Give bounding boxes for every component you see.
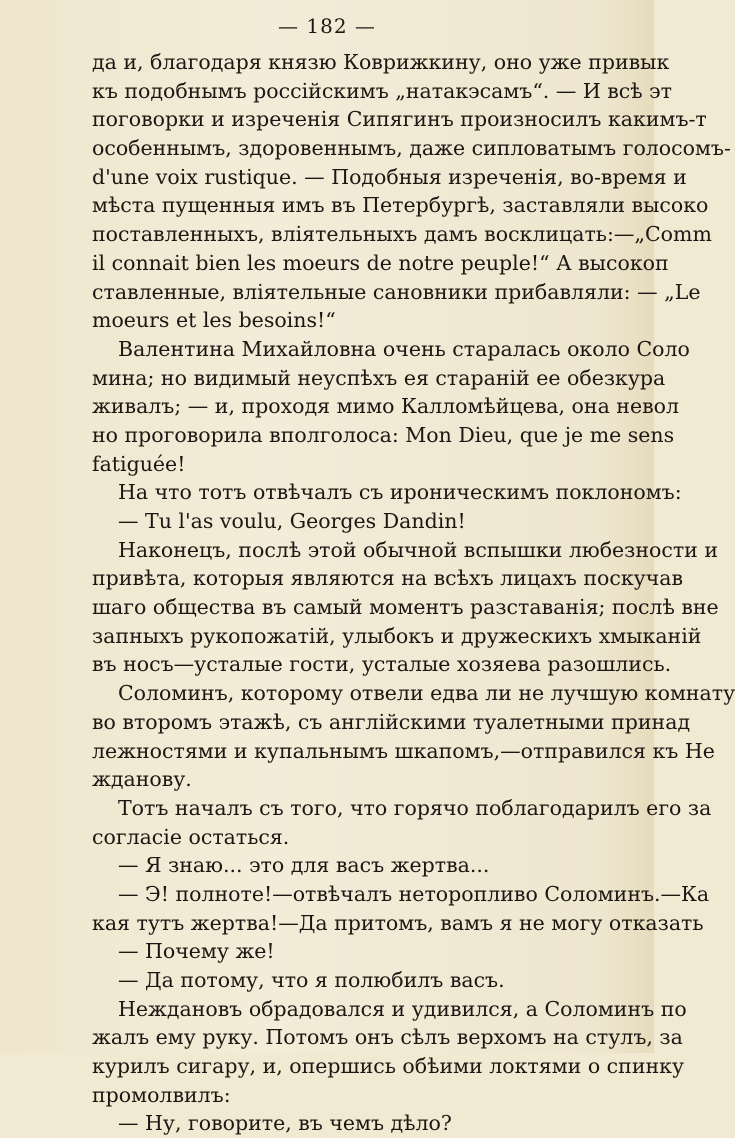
text-line: Неждановъ обрадовался и удивился, а Соломинъ по: [118, 996, 687, 1021]
text-line: согласіе остаться.: [92, 824, 290, 849]
text-line: На что тотъ отвѣчалъ съ ироническимъ поклономъ:: [118, 480, 682, 505]
text-line: il connait bien les moeurs de notre peuple!“ А высокоп: [92, 250, 669, 275]
text-line: ставленные, вліятельные сановники прибавляли: — „Le: [92, 279, 701, 304]
text-line: привѣта, которыя являются на всѣхъ лицахъ поскучав: [92, 566, 684, 591]
text-line: Тотъ началъ съ того, что горячо поблагодарилъ его за: [118, 795, 712, 820]
text-line: d'une voix rustique. — Подобныя изреченія, во-время и: [92, 164, 687, 189]
text-line: кая тутъ жертва!—Да притомъ, вамъ я не могу отказать: [92, 910, 704, 935]
text-line: — Tu l'as voulu, Georges Dandin!: [118, 509, 466, 533]
text-line: курилъ сигару, и, опершись обѣими локтями о спинку: [92, 1054, 685, 1079]
text-line: особеннымъ, здоровеннымъ, даже сипловатымъ голосомъ-: [92, 136, 731, 161]
text-line: moeurs et les besoins!“: [92, 308, 336, 333]
text-line: промолвилъ:: [92, 1082, 231, 1107]
text-line: жалъ ему руку. Потомъ онъ сѣлъ верхомъ на стулъ, за: [92, 1025, 683, 1050]
text-line: — Почему же!: [118, 939, 275, 964]
text-line: да и, благодаря князю Коврижкину, оно уже привык: [92, 50, 670, 74]
text-line: жданову.: [92, 767, 192, 792]
text-line: мѣста пущенныя имъ въ Петербургѣ, заставляли высоко: [92, 193, 709, 218]
text-line: запныхъ рукопожатій, улыбокъ и дружескихъ хмыканій: [92, 623, 702, 648]
text-line: — Ну, говорите, въ чемъ дѣло?: [118, 1111, 452, 1136]
text-line: fatiguée!: [92, 451, 186, 476]
text-line: во второмъ этажѣ, съ англійскими туалетными принад: [92, 709, 691, 734]
page-number: — 182 —: [278, 14, 376, 38]
text-line: Наконецъ, послѣ этой обычной вспышки любезности и: [118, 537, 719, 562]
text-line: живалъ; — и, проходя мимо Калломѣйцева, она невол: [92, 394, 680, 419]
text-line: поставленныхъ, вліятельныхъ дамъ восклицать:—„Comm: [92, 222, 712, 247]
text-line: — Я знаю... это для васъ жертва...: [118, 853, 490, 878]
text-line: въ носъ—усталые гости, усталые хозяева разошлись.: [92, 652, 672, 677]
text-line: шаго общества въ самый моментъ разставанія; послѣ вне: [92, 595, 719, 620]
text-line: — Да потому, что я полюбилъ васъ.: [118, 968, 505, 992]
text-line: мина; но видимый неуспѣхъ ея стараній ее обезкура: [92, 365, 666, 390]
text-line: Соломинъ, которому отвели едва ли не лучшую комнату: [118, 681, 735, 706]
text-line: — Э! полноте!—отвѣчалъ неторопливо Соломинъ.—Ка: [118, 881, 710, 906]
text-line: но проговорила вполголоса: Mon Dieu, que je me sens: [92, 422, 675, 447]
text-line: Валентина Михайловна очень старалась около Соло: [118, 336, 690, 361]
page-text: [92, 48, 735, 1138]
text-line: лежностями и купальнымъ шкапомъ,—отправился къ Не: [92, 738, 715, 763]
text-line: поговорки и изреченія Сипягинъ произносилъ какимъ-т: [92, 107, 707, 132]
text-line: къ подобнымъ россійскимъ „натакэсамъ“. — И всѣ эт: [92, 78, 672, 103]
